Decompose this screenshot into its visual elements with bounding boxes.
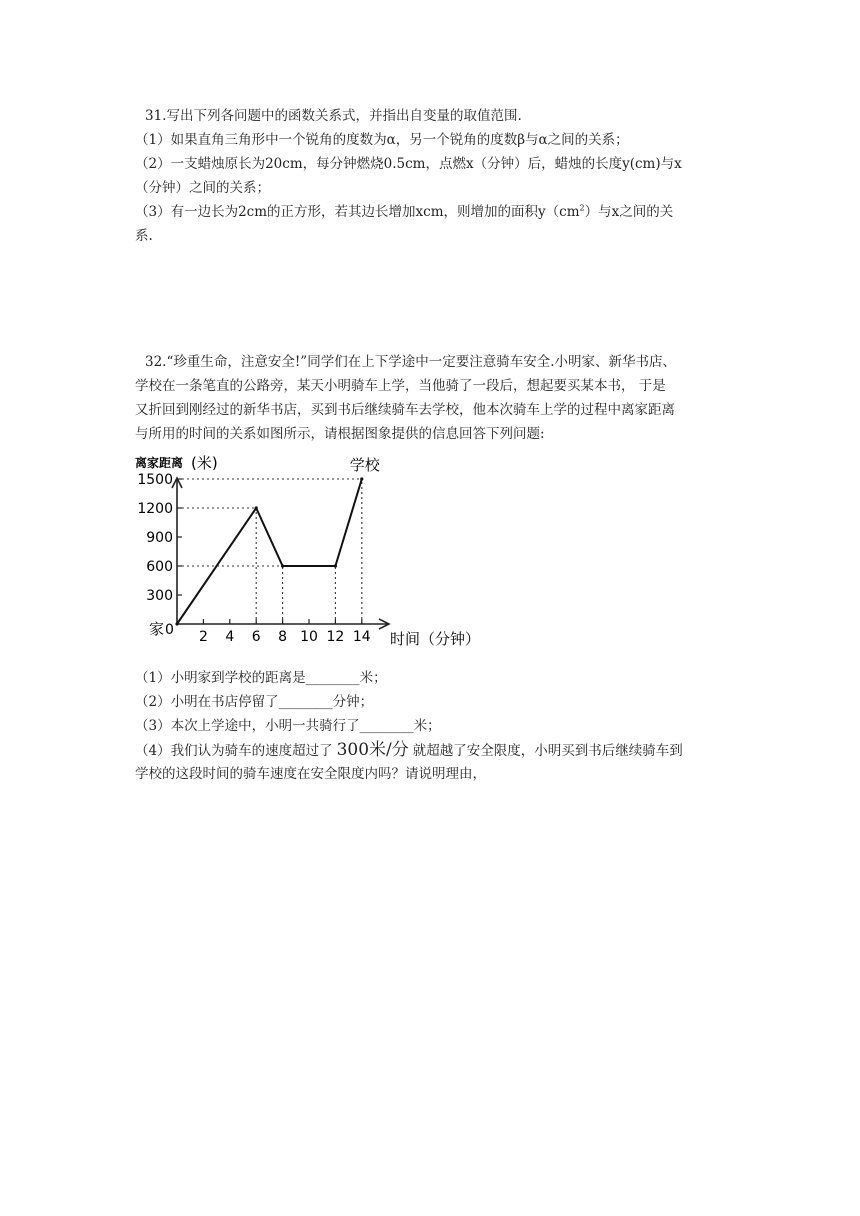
q31-item-2: （2）一支蜡烛原长为20cm，每分钟燃烧0.5cm，点燃x（分钟）后，蜡烛的长度y(cm)与x (135, 156, 682, 172)
x-tick-label-2: 2 (198, 629, 208, 645)
x-tick-label-4: 4 (225, 629, 235, 645)
chart-ticks (137, 472, 370, 645)
q32-sub-3: （3）本次上学途中，小明一共骑行了________米； (135, 718, 441, 734)
x-tick-label-10: 10 (300, 629, 318, 645)
data-point (175, 622, 178, 625)
q32-line-3: 又折回到刚经过的新华书店，买到书后继续骑车去学校，他本次骑车上学的过程中离家距离 (135, 402, 675, 418)
q31-title: 31.写出下列各问题中的函数关系式，并指出自变量的取值范围. (145, 108, 522, 124)
y-axis-unit: (米) (191, 454, 218, 472)
q32-sub-4 (135, 738, 683, 763)
q31-item-3-a: （3）有一边长为2cm的正方形，若其边长增加xcm，则增加的面积y（cm (135, 204, 580, 220)
distance-time-chart (125, 452, 485, 662)
q31-item-3-b: ）与x之间的关 (584, 204, 674, 220)
q32-line-4: 与所用的时间的关系如图所示，请根据图象提供的信息回答下列问题: (135, 426, 545, 442)
data-point (360, 477, 363, 480)
q32-speed-limit: 300米/分 (336, 740, 409, 760)
y-tick-label-600: 600 (146, 559, 173, 575)
x-tick-label-14: 14 (352, 629, 371, 645)
q31-item-2-cont: （分钟）之间的关系； (135, 180, 270, 196)
x-tick-label-8: 8 (278, 629, 288, 645)
chart-guides (177, 479, 362, 624)
q32-sub-1: （1）小明家到学校的距离是________米； (135, 670, 387, 686)
q32-sub-4-a: （4）我们认为骑车的速度超过了 (135, 743, 333, 759)
q32-line-1: 32.“珍重生命，注意安全!”同学们在上下学途中一定要注意骑车安全.小明家、新华书店、 (145, 354, 676, 370)
series-line (177, 479, 362, 624)
q32-sub-2: （2）小明在书店停留了________分钟； (135, 694, 374, 710)
origin-zero-label: 0 (165, 622, 174, 638)
data-point (255, 506, 258, 509)
origin-home-label: 家 (149, 620, 165, 638)
x-tick-label-12: 12 (326, 629, 345, 645)
x-tick-label-6: 6 (251, 629, 261, 645)
data-point (334, 564, 337, 567)
q32-line-2: 学校在一条笔直的公路旁，某天小明骑车上学，当他骑了一段后，想起要买某本书， 于是 (135, 378, 666, 394)
school-annotation: 学校 (349, 456, 380, 474)
y-tick-label-1200: 1200 (137, 501, 173, 517)
q32-sub-4-cont: 学校的这段时间的骑车速度在安全限度内吗？请说明理由， (135, 766, 486, 782)
data-point (281, 564, 284, 567)
q31-item-3-cont: 系. (135, 228, 153, 244)
y-tick-label-1500: 1500 (137, 472, 173, 488)
q31-item-1: （1）如果直角三角形中一个锐角的度数为α，另一个锐角的度数β与α之间的关系； (135, 132, 629, 148)
y-tick-label-900: 900 (146, 530, 173, 546)
y-axis-label: 离家距离 (135, 456, 184, 470)
x-axis-label: 时间（分钟） (390, 630, 481, 648)
q32-sub-4-b: 就超越了安全限度，小明买到书后继续骑车到 (412, 743, 683, 759)
q31-item-3-sup: 2 (579, 203, 585, 213)
q31-item-3 (135, 200, 673, 224)
y-tick-label-300: 300 (146, 588, 173, 604)
chart-axes (172, 478, 389, 629)
